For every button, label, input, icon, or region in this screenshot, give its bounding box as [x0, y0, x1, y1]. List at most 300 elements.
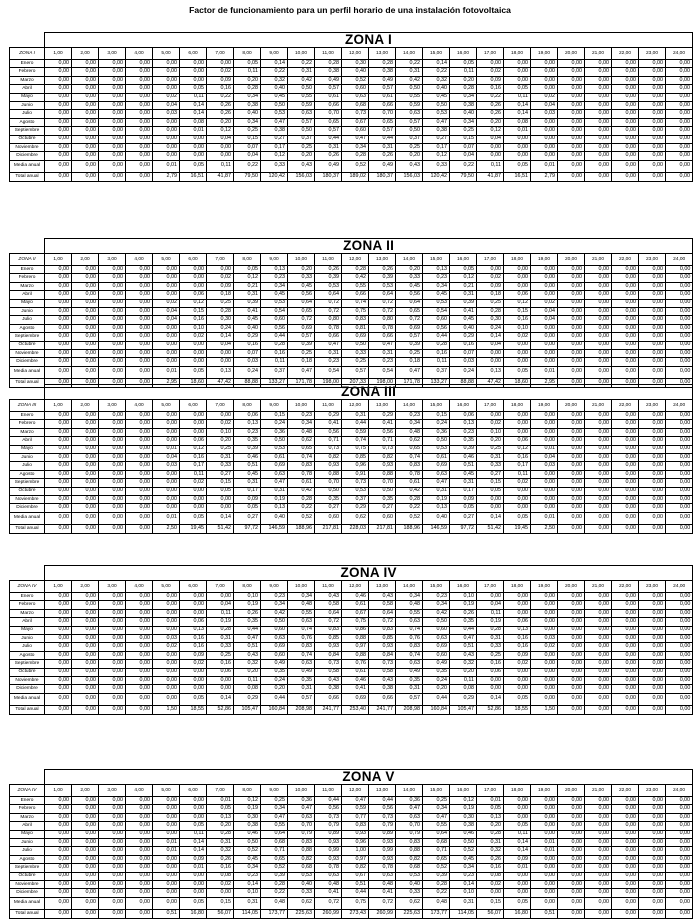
- table-cell: 0,00: [558, 822, 585, 830]
- table-cell: 0,00: [72, 291, 99, 299]
- table-cell: 0,25: [477, 445, 504, 453]
- table-cell: 0,93: [369, 855, 396, 863]
- table-cell: 0,00: [639, 437, 666, 445]
- table-cell: 0,40: [288, 880, 315, 888]
- table-cell: 0,00: [666, 307, 693, 315]
- table-cell: 0,55: [423, 822, 450, 830]
- table-cell: 0,00: [639, 693, 666, 705]
- table-cell: 0,28: [477, 626, 504, 634]
- table-cell: 0,78: [288, 470, 315, 478]
- table-cell: 0,20: [396, 152, 423, 160]
- table-cell: 0,75: [342, 618, 369, 626]
- table-cell: 0,00: [639, 705, 666, 714]
- hour-header: 9,00: [261, 400, 288, 412]
- table-cell: 0,14: [261, 60, 288, 68]
- table-cell: 0,00: [45, 813, 72, 821]
- table-cell: 0,00: [558, 93, 585, 101]
- table-cell: 0,00: [531, 76, 558, 84]
- table-cell: 0,00: [45, 349, 72, 357]
- table-cell: 0,00: [558, 830, 585, 838]
- table-cell: 0,00: [126, 445, 153, 453]
- table-cell: 0,00: [639, 643, 666, 651]
- table-cell: 0,00: [180, 420, 207, 428]
- table-cell: 0,34: [396, 593, 423, 601]
- table-cell: 0,00: [99, 324, 126, 332]
- hour-header: 24,00: [666, 254, 693, 266]
- table-cell: 0,24: [234, 366, 261, 378]
- table-cell: 0,00: [666, 143, 693, 151]
- table-cell: 0,63: [288, 660, 315, 668]
- table-cell: 228,03: [342, 524, 369, 533]
- table-cell: 0,00: [639, 651, 666, 659]
- table-cell: 0,13: [423, 504, 450, 512]
- table-cell: 0,48: [396, 601, 423, 609]
- table-cell: 0,00: [153, 626, 180, 634]
- table-cell: 0,43: [288, 160, 315, 172]
- table-cell: 0,61: [423, 453, 450, 461]
- table-cell: 0,00: [639, 160, 666, 172]
- table-cell: 0,51: [153, 909, 180, 918]
- table-cell: 0,61: [369, 93, 396, 101]
- table-cell: 0,40: [396, 880, 423, 888]
- table-cell: 0,00: [99, 634, 126, 642]
- table-cell: 0,00: [612, 855, 639, 863]
- hour-header: 5,00: [153, 581, 180, 593]
- row-label: Octubre: [10, 487, 45, 495]
- table-cell: 0,15: [180, 307, 207, 315]
- table-cell: 0,28: [261, 341, 288, 349]
- table-cell: 0,34: [423, 601, 450, 609]
- table-row: [10, 643, 693, 651]
- table-cell: 0,70: [315, 110, 342, 118]
- table-cell: 0,23: [261, 593, 288, 601]
- table-cell: 0,13: [423, 266, 450, 274]
- table-cell: 0,00: [126, 872, 153, 880]
- table-cell: 0,00: [99, 643, 126, 651]
- table-cell: 0,24: [423, 676, 450, 684]
- hour-header: 9,00: [261, 254, 288, 266]
- table-cell: 0,78: [396, 470, 423, 478]
- table-cell: 0,64: [423, 830, 450, 838]
- table-cell: 0,00: [558, 685, 585, 693]
- table-cell: 0,00: [180, 601, 207, 609]
- table-cell: 0,64: [315, 291, 342, 299]
- table-cell: 0,52: [342, 76, 369, 84]
- table-cell: 0,00: [153, 593, 180, 601]
- table-cell: 0,59: [288, 101, 315, 109]
- table-cell: 0,00: [153, 872, 180, 880]
- table-cell: 0,00: [126, 805, 153, 813]
- hour-header: 5,00: [153, 400, 180, 412]
- table-cell: 0,31: [477, 453, 504, 461]
- table-cell: 0,10: [450, 889, 477, 897]
- table-cell: 0,00: [585, 307, 612, 315]
- table-cell: 0,09: [504, 651, 531, 659]
- table-cell: 0,19: [423, 495, 450, 503]
- table-cell: 0,11: [261, 358, 288, 366]
- table-cell: 0,00: [126, 660, 153, 668]
- table-cell: 0,38: [261, 127, 288, 135]
- table-cell: 0,00: [153, 618, 180, 626]
- table-cell: 0,05: [477, 487, 504, 495]
- table-cell: 0,00: [612, 643, 639, 651]
- table-cell: 0,00: [45, 618, 72, 626]
- table-cell: 0,37: [342, 495, 369, 503]
- table-cell: 0,51: [342, 880, 369, 888]
- table-cell: 0,00: [72, 470, 99, 478]
- row-label: Octubre: [10, 135, 45, 143]
- table-cell: 0,69: [423, 643, 450, 651]
- hour-header: 16,00: [450, 48, 477, 60]
- table-cell: 0,22: [396, 60, 423, 68]
- row-label: Agosto: [10, 324, 45, 332]
- table-cell: 0,08: [180, 118, 207, 126]
- table-cell: 0,00: [639, 324, 666, 332]
- table-cell: 47,42: [207, 378, 234, 387]
- table-cell: 0,88: [396, 847, 423, 855]
- table-cell: 0,97: [342, 855, 369, 863]
- table-cell: 0,00: [72, 420, 99, 428]
- table-cell: 225,63: [288, 909, 315, 918]
- table-cell: 114,05: [234, 909, 261, 918]
- table-cell: 0,26: [369, 266, 396, 274]
- table-cell: 47,42: [477, 378, 504, 387]
- table-cell: 0,04: [531, 316, 558, 324]
- table-cell: 0,00: [126, 76, 153, 84]
- table-cell: 0,50: [423, 618, 450, 626]
- hour-header: 20,00: [558, 400, 585, 412]
- table-cell: 0,72: [369, 307, 396, 315]
- table-cell: 0,14: [423, 60, 450, 68]
- table-cell: 56,07: [207, 909, 234, 918]
- table-cell: 0,00: [45, 909, 72, 918]
- table-cell: 0,83: [342, 822, 369, 830]
- table-cell: 0,00: [639, 307, 666, 315]
- table-cell: 0,00: [531, 797, 558, 805]
- table-cell: 0,00: [558, 127, 585, 135]
- table-cell: 0,69: [261, 462, 288, 470]
- table-cell: 0,00: [45, 101, 72, 109]
- hour-header: 10,00: [288, 48, 315, 60]
- table-cell: 0,34: [234, 118, 261, 126]
- table-cell: 0,08: [234, 685, 261, 693]
- hour-header: 7,00: [207, 48, 234, 60]
- row-label: Octubre: [10, 872, 45, 880]
- table-cell: 0,00: [558, 609, 585, 617]
- table-cell: 0,00: [666, 626, 693, 634]
- table-cell: 0,00: [585, 152, 612, 160]
- table-cell: 0,00: [72, 524, 99, 533]
- table-cell: 0,00: [126, 693, 153, 705]
- table-cell: 0,14: [207, 333, 234, 341]
- table-cell: 0,07: [234, 349, 261, 357]
- table-cell: 0,00: [72, 172, 99, 181]
- table-cell: 0,00: [45, 855, 72, 863]
- table-cell: 0,00: [612, 324, 639, 332]
- table-cell: 0,74: [288, 651, 315, 659]
- table-cell: 0,00: [153, 685, 180, 693]
- table-cell: 0,00: [612, 618, 639, 626]
- table-cell: 0,00: [504, 152, 531, 160]
- table-cell: 0,00: [72, 341, 99, 349]
- table-cell: 0,15: [207, 479, 234, 487]
- table-cell: 0,00: [558, 864, 585, 872]
- table-cell: 0,47: [450, 634, 477, 642]
- table-cell: 0,00: [72, 358, 99, 366]
- table-cell: 0,04: [477, 135, 504, 143]
- table-cell: 0,00: [585, 593, 612, 601]
- table-cell: 0,00: [45, 872, 72, 880]
- hour-header: 22,00: [612, 785, 639, 797]
- table-cell: 0,43: [234, 651, 261, 659]
- table-cell: 0,00: [666, 512, 693, 524]
- table-cell: 0,00: [585, 889, 612, 897]
- table-cell: 0,00: [558, 462, 585, 470]
- table-cell: 0,00: [639, 172, 666, 181]
- table-cell: 0,24: [450, 366, 477, 378]
- table-cell: 0,00: [180, 428, 207, 436]
- table-cell: 0,52: [423, 864, 450, 872]
- table-cell: 217,81: [369, 524, 396, 533]
- table-cell: 0,16: [207, 864, 234, 872]
- table-cell: 0,35: [396, 676, 423, 684]
- row-label: Febrero: [10, 274, 45, 282]
- table-cell: 0,00: [72, 437, 99, 445]
- table-cell: 0,66: [369, 693, 396, 705]
- table-cell: 0,00: [126, 366, 153, 378]
- row-label: Septiembre: [10, 479, 45, 487]
- table-cell: 0,27: [261, 135, 288, 143]
- table-cell: 0,78: [369, 864, 396, 872]
- table-cell: 0,00: [72, 705, 99, 714]
- table-cell: 0,00: [666, 651, 693, 659]
- table-cell: 0,44: [261, 333, 288, 341]
- table-cell: 0,00: [639, 830, 666, 838]
- hour-header: 7,00: [207, 581, 234, 593]
- table-row: [10, 291, 693, 299]
- table-cell: 0,45: [423, 291, 450, 299]
- table-cell: 0,45: [450, 855, 477, 863]
- table-cell: 0,00: [558, 445, 585, 453]
- table-cell: 0,00: [666, 838, 693, 846]
- table-cell: 0,00: [477, 685, 504, 693]
- table-cell: 0,00: [585, 110, 612, 118]
- table-cell: 0,00: [531, 618, 558, 626]
- table-cell: 0,31: [369, 349, 396, 357]
- table-cell: 0,00: [531, 127, 558, 135]
- table-cell: 0,47: [342, 135, 369, 143]
- table-cell: 0,00: [45, 897, 72, 909]
- row-label: Media anual: [10, 366, 45, 378]
- table-cell: 0,47: [288, 366, 315, 378]
- table-cell: 0,00: [612, 880, 639, 888]
- table-cell: 0,00: [666, 349, 693, 357]
- hour-header: 18,00: [504, 785, 531, 797]
- table-cell: 2,95: [531, 378, 558, 387]
- table-cell: 0,19: [234, 601, 261, 609]
- table-cell: 0,00: [639, 68, 666, 76]
- table-row: [10, 495, 693, 503]
- table-cell: 0,65: [423, 855, 450, 863]
- table-cell: 173,77: [423, 909, 450, 918]
- hour-header: 8,00: [234, 48, 261, 60]
- table-cell: 0,54: [315, 366, 342, 378]
- table-cell: 0,00: [558, 651, 585, 659]
- row-label: Marzo: [10, 609, 45, 617]
- table-cell: 0,01: [504, 864, 531, 872]
- table-cell: 0,00: [666, 453, 693, 461]
- table-cell: 0,00: [558, 366, 585, 378]
- table-cell: 0,50: [369, 487, 396, 495]
- table-cell: 0,75: [342, 445, 369, 453]
- table-cell: 0,00: [126, 504, 153, 512]
- table-cell: 79,50: [234, 172, 261, 181]
- hour-header: 13,00: [369, 400, 396, 412]
- table-cell: 0,69: [396, 324, 423, 332]
- table-cell: 0,00: [126, 291, 153, 299]
- table-cell: 0,00: [99, 618, 126, 626]
- hour-header: 6,00: [180, 254, 207, 266]
- table-cell: 0,39: [234, 445, 261, 453]
- hour-header: 8,00: [234, 785, 261, 797]
- row-label: Junio: [10, 453, 45, 461]
- table-cell: 2,79: [153, 172, 180, 181]
- zone-grid: [9, 384, 693, 534]
- table-cell: 1,50: [531, 705, 558, 714]
- table-row: [10, 420, 693, 428]
- table-cell: 133,27: [423, 378, 450, 387]
- table-cell: 0,00: [612, 504, 639, 512]
- table-cell: 0,47: [261, 813, 288, 821]
- table-cell: 0,79: [396, 830, 423, 838]
- table-cell: 0,57: [369, 127, 396, 135]
- table-cell: 0,13: [261, 266, 288, 274]
- table-cell: 0,15: [450, 135, 477, 143]
- table-cell: 0,52: [261, 864, 288, 872]
- table-cell: 0,47: [423, 479, 450, 487]
- table-cell: 0,00: [126, 160, 153, 172]
- table-cell: 0,08: [477, 872, 504, 880]
- hour-header: 12,00: [342, 400, 369, 412]
- table-cell: 0,00: [504, 266, 531, 274]
- table-cell: 0,00: [531, 282, 558, 290]
- table-cell: 0,00: [180, 266, 207, 274]
- table-cell: 0,00: [126, 437, 153, 445]
- table-cell: 0,00: [531, 479, 558, 487]
- table-cell: 0,00: [639, 85, 666, 93]
- table-cell: 0,88: [288, 847, 315, 855]
- table-cell: 0,00: [72, 349, 99, 357]
- table-cell: 0,34: [450, 118, 477, 126]
- row-label: Mayo: [10, 445, 45, 453]
- table-cell: 0,56: [315, 428, 342, 436]
- table-cell: 2,95: [153, 378, 180, 387]
- table-cell: 0,00: [99, 282, 126, 290]
- table-cell: 0,47: [396, 366, 423, 378]
- table-cell: 0,09: [504, 855, 531, 863]
- zone-table-2: [9, 238, 692, 388]
- row-label: Noviembre: [10, 349, 45, 357]
- table-cell: 0,00: [45, 68, 72, 76]
- table-row: [10, 805, 693, 813]
- table-cell: 0,15: [423, 412, 450, 420]
- table-cell: 0,61: [288, 479, 315, 487]
- table-cell: 0,00: [504, 668, 531, 676]
- table-cell: 0,35: [315, 495, 342, 503]
- table-cell: 208,98: [288, 705, 315, 714]
- table-cell: 0,00: [531, 822, 558, 830]
- table-cell: 0,00: [45, 266, 72, 274]
- table-cell: 0,00: [612, 118, 639, 126]
- table-cell: 0,33: [477, 462, 504, 470]
- table-cell: 0,27: [477, 470, 504, 478]
- table-cell: 0,25: [396, 349, 423, 357]
- table-cell: 0,00: [45, 651, 72, 659]
- table-cell: 0,28: [315, 60, 342, 68]
- table-cell: 0,93: [315, 643, 342, 651]
- table-cell: 0,37: [288, 135, 315, 143]
- table-cell: 0,31: [207, 838, 234, 846]
- table-cell: 0,62: [396, 437, 423, 445]
- table-cell: 0,26: [477, 101, 504, 109]
- table-cell: 0,28: [396, 495, 423, 503]
- table-cell: 0,00: [666, 872, 693, 880]
- table-cell: 0,00: [531, 693, 558, 705]
- table-cell: 0,00: [666, 420, 693, 428]
- table-cell: 0,68: [423, 838, 450, 846]
- table-cell: 0,00: [612, 358, 639, 366]
- table-row: [10, 307, 693, 315]
- table-cell: 0,00: [612, 160, 639, 172]
- table-cell: 0,74: [396, 626, 423, 634]
- table-cell: 0,00: [639, 291, 666, 299]
- table-cell: 0,11: [180, 830, 207, 838]
- row-label: Junio: [10, 101, 45, 109]
- table-cell: 0,00: [72, 805, 99, 813]
- table-row: [10, 609, 693, 617]
- table-cell: 0,02: [153, 93, 180, 101]
- table-cell: 0,00: [612, 307, 639, 315]
- row-label: Mayo: [10, 626, 45, 634]
- table-cell: 0,25: [234, 127, 261, 135]
- table-cell: 0,26: [234, 609, 261, 617]
- table-cell: 0,00: [504, 349, 531, 357]
- zone-title-spacer: [10, 566, 45, 581]
- table-row: [10, 299, 693, 307]
- table-cell: 0,00: [45, 504, 72, 512]
- table-row: [10, 512, 693, 524]
- table-cell: 0,62: [342, 512, 369, 524]
- row-label: Febrero: [10, 805, 45, 813]
- table-cell: 0,41: [450, 307, 477, 315]
- table-cell: 0,00: [207, 593, 234, 601]
- table-cell: 0,00: [45, 324, 72, 332]
- hour-header: 1,00: [45, 254, 72, 266]
- table-cell: 0,15: [234, 135, 261, 143]
- table-cell: 0,00: [558, 160, 585, 172]
- table-cell: 0,00: [612, 291, 639, 299]
- table-cell: 0,02: [153, 643, 180, 651]
- row-label: Marzo: [10, 428, 45, 436]
- table-cell: 0,00: [612, 822, 639, 830]
- table-cell: 0,00: [126, 593, 153, 601]
- hour-header: 16,00: [450, 400, 477, 412]
- table-cell: 0,00: [558, 524, 585, 533]
- table-cell: 0,23: [423, 274, 450, 282]
- table-cell: 0,00: [72, 118, 99, 126]
- table-cell: 0,11: [504, 830, 531, 838]
- table-cell: 0,93: [342, 830, 369, 838]
